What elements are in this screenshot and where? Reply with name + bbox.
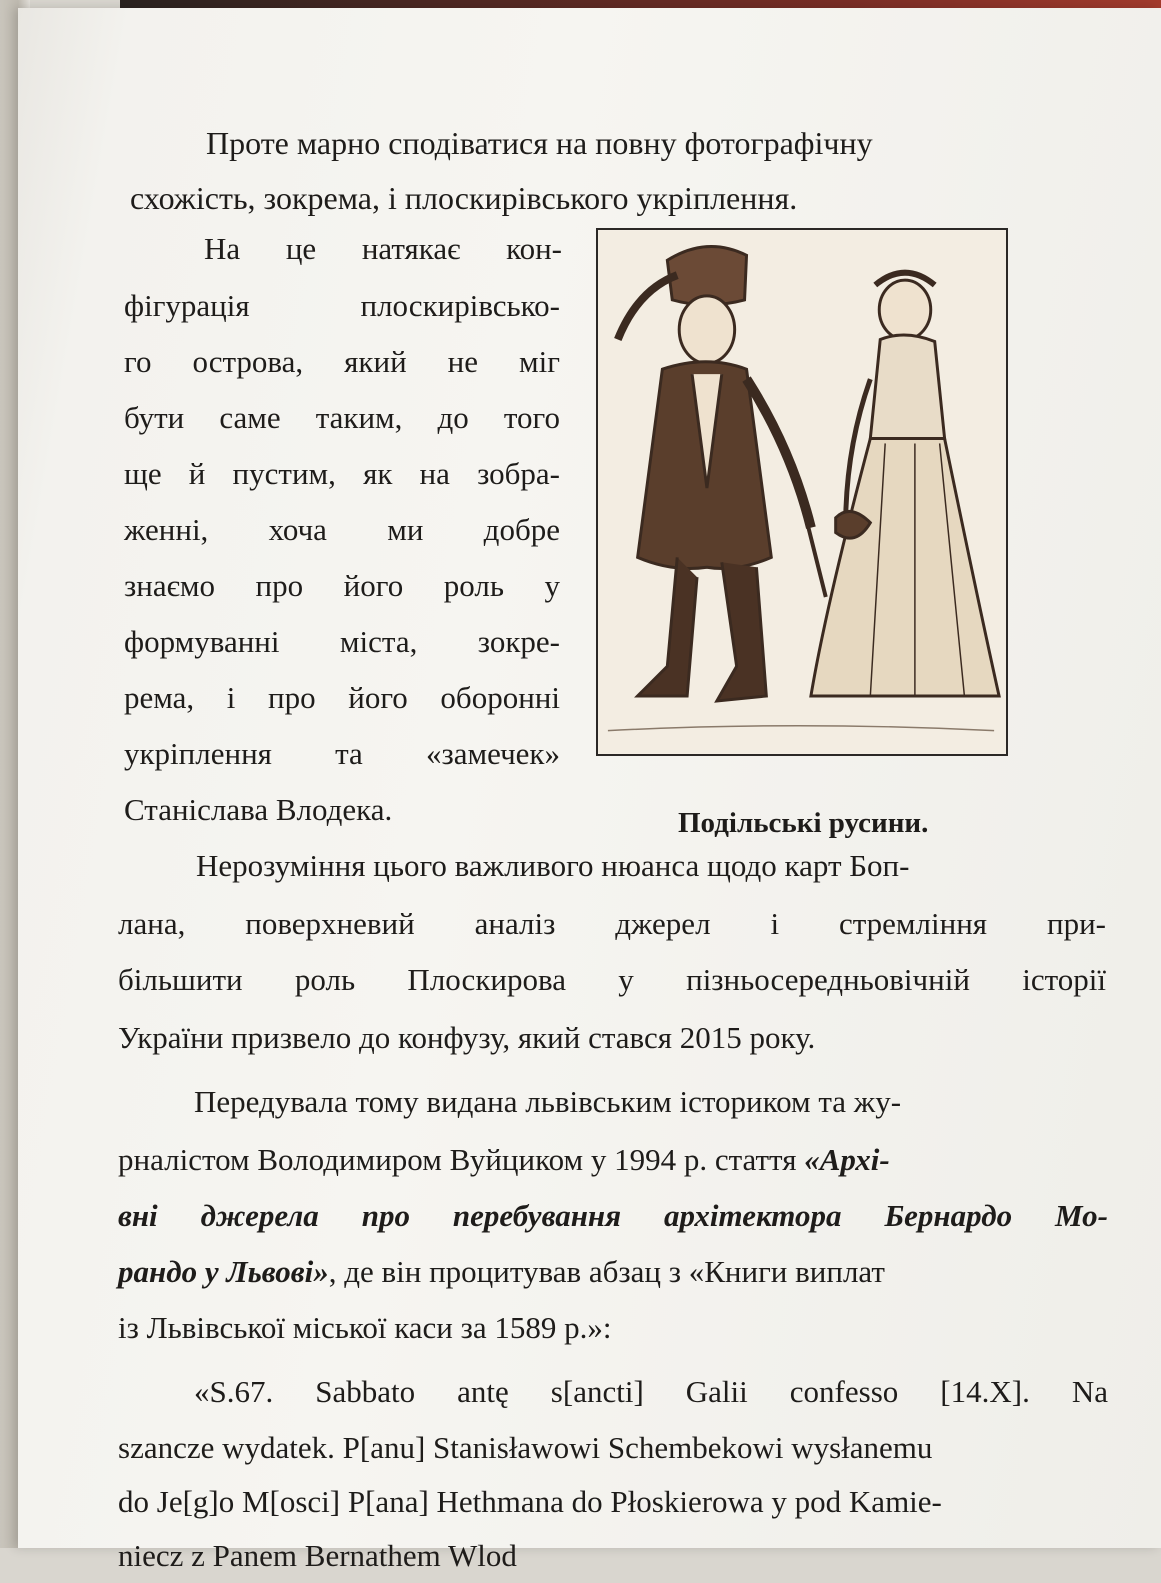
quote-line: do Je[g]o M[osci] P[ana] Hethmana do Płoskierowa y pod Kamie- — [118, 1484, 942, 1519]
text-line: бути саме таким, до того — [124, 400, 560, 435]
text-line: більшити роль Плоскирова у пізньосередньовічній історії — [118, 962, 1106, 997]
text-line: фігурація плоскирівсько- — [124, 288, 560, 323]
text-line: На це натякає кон- — [204, 231, 562, 266]
article-title-bold: вні джерела про перебування архітектора Бернардо Мо- — [118, 1198, 1108, 1233]
text-line: Проте марно сподіватися на повну фотографічну — [206, 125, 873, 161]
article-title-bold: рандо у Львові» — [118, 1254, 329, 1289]
text-line: Станіслава Влодека. — [124, 792, 393, 827]
text-segment: рналістом Володимиром Вуйциком у 1994 р. стаття — [118, 1142, 805, 1177]
text-line: го острова, який не міг — [124, 344, 560, 379]
text-line: із Львівської міської каси за 1589 р.»: — [118, 1310, 612, 1345]
figure-caption: Подільські русини. — [678, 807, 929, 839]
text-line: укріплення та «замечек» — [124, 736, 560, 771]
quote-line: szancze wydatek. P[anu] Stanisławowi Schembekowi wysłanemu — [118, 1430, 933, 1465]
text-segment: , де він процитував абзац з «Книги виплат — [328, 1254, 885, 1289]
quote-line: «S.67. Sabbato antę s[ancti] Galii confesso [14.X]. Na — [194, 1374, 1108, 1409]
quote-line: niecz z Panem Bernathem Wlod — [118, 1538, 517, 1573]
text-line: формуванні міста, зокре- — [124, 624, 560, 659]
text-line: женні, хоча ми добре — [124, 512, 560, 547]
text-line: знаємо про його роль у — [124, 568, 560, 603]
text-line: рема, і про його оборонні — [124, 680, 560, 715]
text-line — [118, 1244, 885, 1299]
illustration-drawing — [598, 230, 1006, 754]
article-title-bold: «Архі- — [804, 1142, 890, 1177]
book-page — [18, 8, 1161, 1573]
text-line: схожість, зокрема, і плоскирівського укріплення. — [130, 180, 798, 216]
text-line: Нерозуміння цього важливого нюанса щодо карт Боп- — [196, 848, 910, 883]
text-line: України призвело до конфузу, який стався 2015 року. — [118, 1020, 816, 1055]
text-line: лана, поверхневий аналіз джерел і стремління при- — [118, 906, 1106, 941]
text-line — [118, 1132, 890, 1187]
illustration-podilski-rusyny — [596, 228, 1008, 756]
text-line: Передувала тому видана львівським істориком та жу- — [194, 1084, 902, 1119]
text-line: ще й пустим, як на зобра- — [124, 456, 560, 491]
